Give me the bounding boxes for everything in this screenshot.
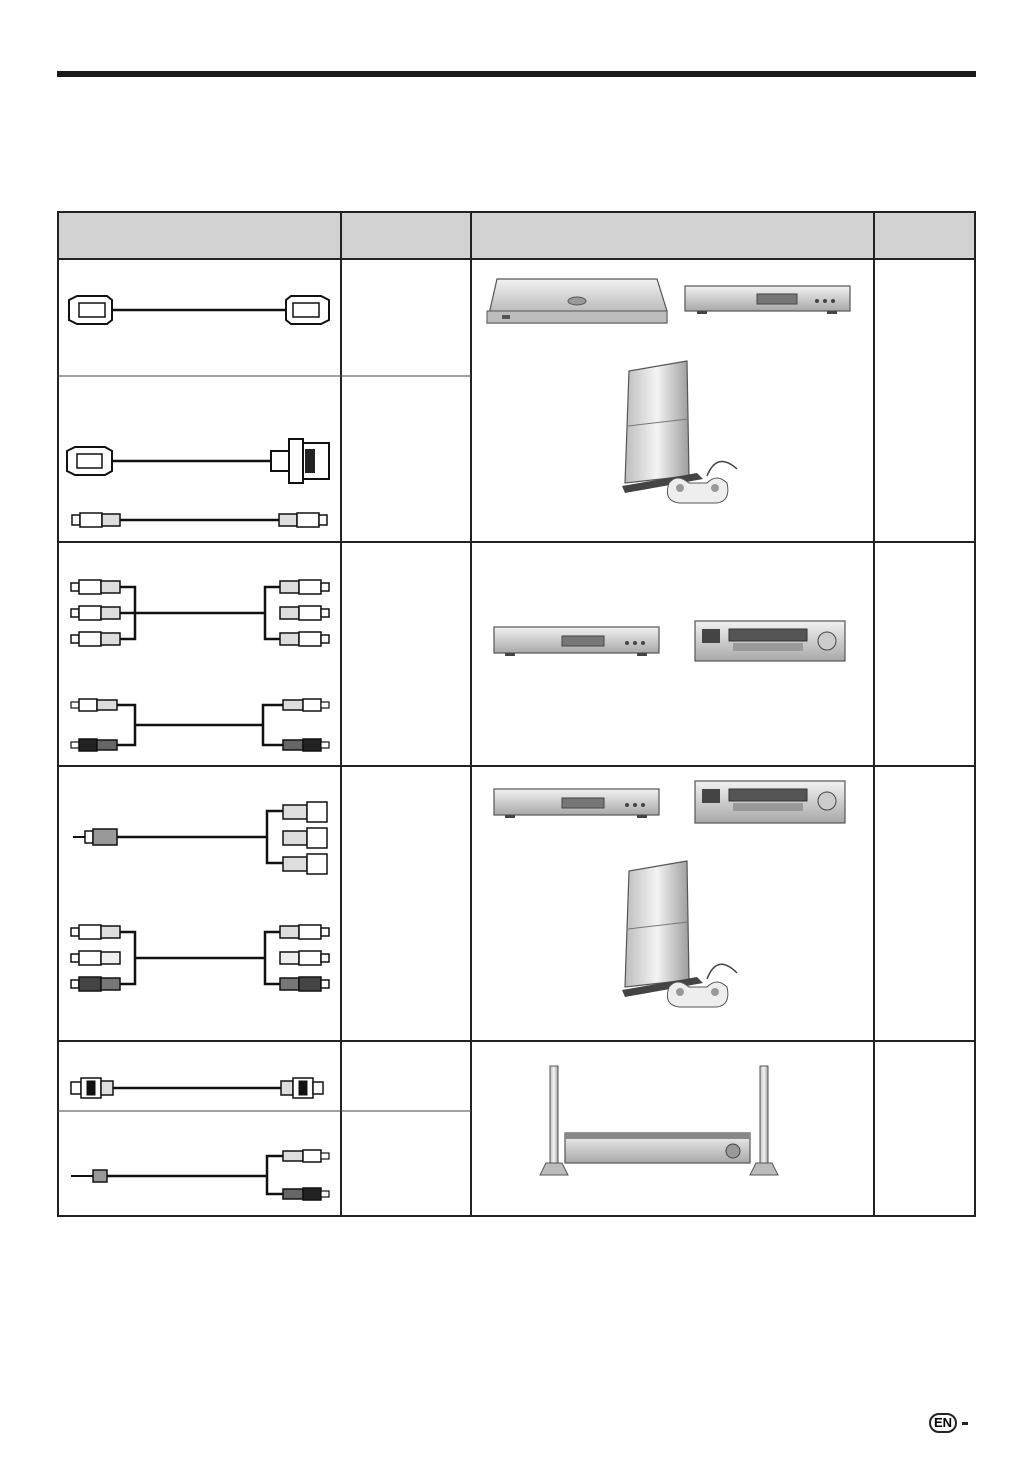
- top-rule: [57, 71, 976, 77]
- optical-audio-cable-icon: [71, 1078, 323, 1098]
- table-header-band: [57, 211, 976, 259]
- dvd-player-icon: [685, 286, 850, 314]
- hdmi-cable-icon: [69, 296, 329, 324]
- game-console-with-controller-icon: [622, 861, 737, 1007]
- blu-ray-player-icon: [487, 279, 667, 323]
- composite-av-cable-icon: [71, 925, 329, 991]
- audio-lr-cable-icon: [71, 699, 329, 751]
- component-video-cable-icon: [71, 580, 329, 646]
- audio-stereo-cable-icon: [72, 513, 327, 527]
- table-grid: [57, 211, 976, 1217]
- av-amplifier-with-speakers-icon: [540, 1066, 778, 1175]
- language-badge: EN: [929, 1413, 957, 1433]
- dvd-player-icon: [494, 789, 659, 818]
- dvd-player-icon: [494, 627, 659, 656]
- game-console-with-controller-icon: [622, 361, 737, 503]
- connection-table: [57, 211, 976, 1217]
- connection-table-drawing: [57, 211, 976, 1217]
- av-minijack-adapter-cable-icon: [73, 802, 327, 874]
- hdmi-to-dvi-cable-icon: [67, 439, 329, 483]
- vcr-icon: [695, 781, 845, 823]
- page-number-dash: [962, 1422, 968, 1425]
- vcr-icon: [695, 621, 845, 661]
- minijack-to-rca-cable-icon: [71, 1150, 329, 1200]
